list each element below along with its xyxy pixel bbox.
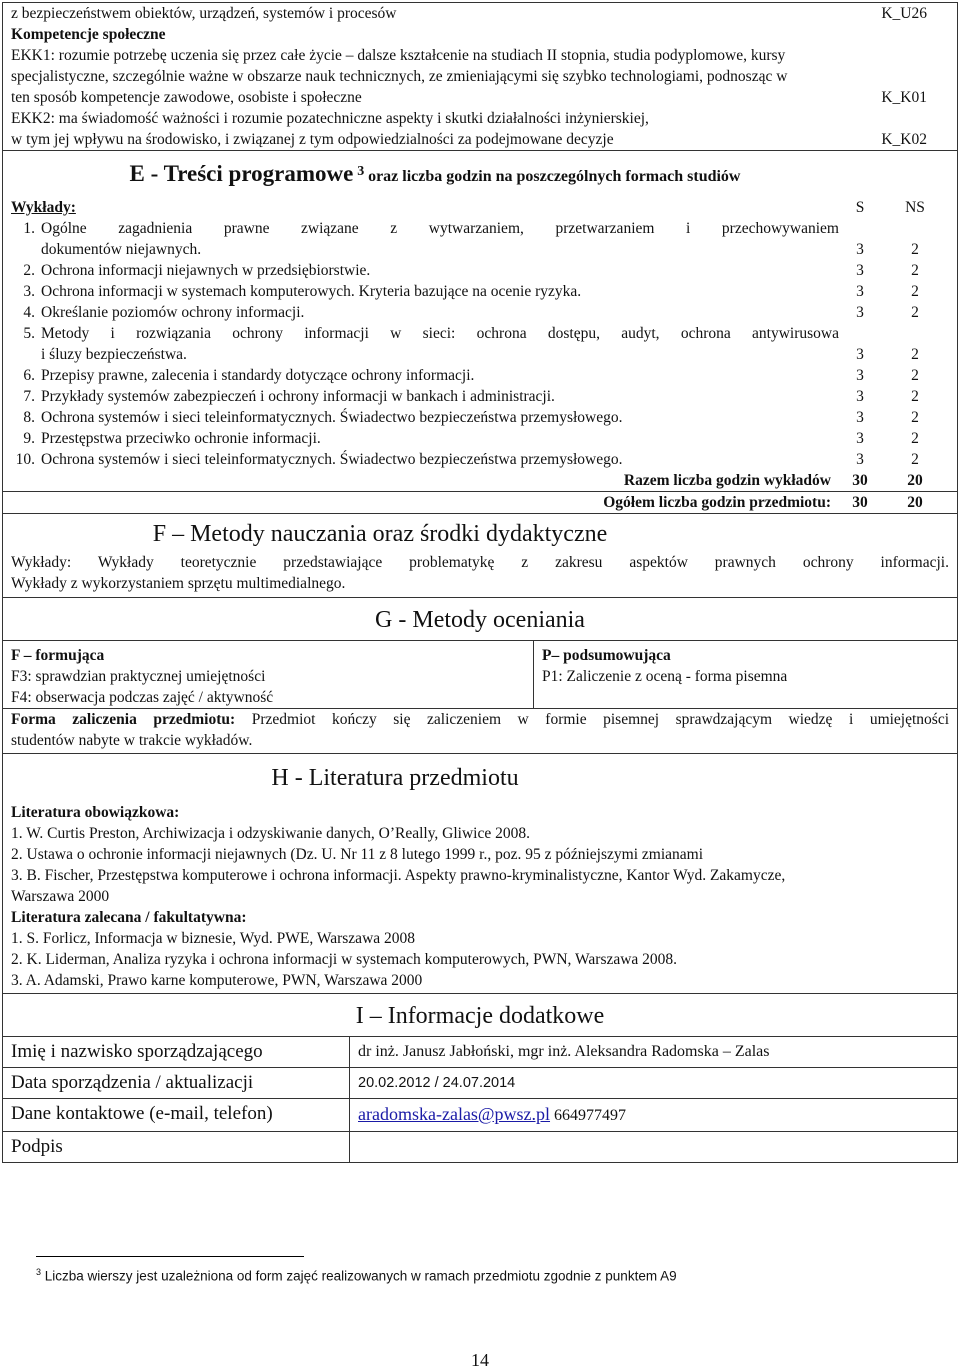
lecture-hours-s: 3 xyxy=(856,388,864,406)
lecture-number: 9. xyxy=(23,430,35,448)
lecture-row xyxy=(11,239,949,260)
sum-lectures-s: 30 xyxy=(852,472,868,490)
contact-email-link[interactable]: aradomska-zalas@pwsz.pl xyxy=(358,1104,551,1125)
lecture-list xyxy=(11,218,949,470)
sum-total-ns: 20 xyxy=(907,494,923,512)
optional-item-3: 3. A. Adamski, Prawo karne komputerowe, PWN, Warszawa 2000 xyxy=(11,972,423,990)
lecture-hours-s: 3 xyxy=(856,283,864,301)
info-table xyxy=(3,1037,957,1162)
section-e-cell xyxy=(3,151,958,492)
formative-item-f3: F3: sprawdzian praktycznej umiejętności xyxy=(11,668,266,686)
lecture-hours-ns: 2 xyxy=(911,241,919,259)
lecture-hours-ns xyxy=(881,218,949,239)
lecture-number: 7. xyxy=(23,388,35,406)
lecture-number: 5. xyxy=(23,325,35,343)
footnote xyxy=(36,1262,677,1287)
info-value-date: 20.02.2012 / 24.07.2014 xyxy=(350,1068,958,1099)
lecture-number: 1. xyxy=(23,220,35,238)
lecture-hours-s xyxy=(839,323,881,344)
lecture-topic: Ochrona systemów i sieci teleinformatycznych. Świadectwo bezpieczeństwa przemysłowego. xyxy=(41,451,623,469)
syllabus-table xyxy=(2,2,958,1163)
sum-lectures-label: Razem liczba godzin wykładów xyxy=(623,472,831,490)
completion-label: Forma zaliczenia przedmiotu: xyxy=(11,711,236,729)
k01-line-1: EKK1: rozumie potrzebę uczenia się przez całe życie – dalsze kształcenie na studiach II stopnia, studia podyplomowe, kursy xyxy=(11,47,786,64)
mandatory-item-3-cont: Warszawa 2000 xyxy=(11,888,110,906)
section-h-title: H - Literatura przedmiotu xyxy=(271,765,519,792)
completion-line-2: studentów nabyte w trakcie wykładów. xyxy=(11,732,253,750)
lecture-topic: Ogólne zagadnienia prawne związane z wytwarzaniem, przetwarzaniem i przechowywaniem xyxy=(41,220,839,238)
lecture-row xyxy=(11,344,949,365)
lecture-hours-s: 3 xyxy=(856,367,864,385)
info-label-date: Data sporządzenia / aktualizacji xyxy=(3,1068,350,1099)
skills-last-row xyxy=(11,3,949,24)
section-h-cell xyxy=(3,754,958,994)
info-cell xyxy=(3,1037,958,1163)
lecture-number xyxy=(11,344,41,365)
lecture-hours-ns: 2 xyxy=(911,346,919,364)
section-e-subtitle: oraz liczba godzin na poszczególnych formach studiów xyxy=(368,168,741,186)
lecture-hours-s: 3 xyxy=(856,409,864,427)
lecture-hours-ns: 2 xyxy=(911,283,919,301)
k02-last-text: w tym jej wpływu na środowisko, i związanej z tym odpowiedzialności za podejmowane decyzje xyxy=(11,131,614,148)
info-value-contact xyxy=(350,1099,958,1132)
lecture-number: 8. xyxy=(23,409,35,427)
k01-line-2: specjalistyczne, szczególnie ważne w obszarze nauk technicznych, ze zmieniającymi się szybko technologiami, podnosząc w xyxy=(11,68,788,85)
lecture-row xyxy=(11,260,949,281)
section-e-title: E - Treści programowe xyxy=(129,161,354,187)
lecture-hours-s: 3 xyxy=(856,241,864,259)
lecture-number: 4. xyxy=(23,304,35,322)
footnote-mark: 3 xyxy=(36,1267,42,1277)
lecture-number: 3. xyxy=(23,283,35,301)
social-competences-heading: Kompetencje społeczne xyxy=(11,26,166,43)
sum-total-row xyxy=(11,492,949,513)
sum-total-s: 30 xyxy=(852,494,868,512)
completion-text: Przedmiot kończy się zaliczeniem w formie pisemnej sprawdzającym wiedzę i umiejętności xyxy=(251,711,950,729)
lecture-row xyxy=(11,449,949,470)
lecture-topic: Ochrona informacji niejawnych w przedsiębiorstwie. xyxy=(41,262,371,280)
lecture-number xyxy=(11,239,41,260)
info-row-signature xyxy=(3,1132,957,1163)
section-f-line-2: Wykłady z wykorzystaniem sprzętu multimedialnego. xyxy=(11,575,346,593)
lecture-row xyxy=(11,386,949,407)
mandatory-item-2: 2. Ustawa o ochronie informacji niejawnych (Dz. U. Nr 11 z 8 lutego 1999 r., poz. 95 z późniejszymi zmianami xyxy=(11,846,703,864)
lecture-row xyxy=(11,407,949,428)
lecture-topic: Ochrona informacji w systemach komputerowych. Kryteria bazujące na ocenie ryzyka. xyxy=(41,283,582,301)
lecture-row xyxy=(11,218,949,239)
k02-line-1: EKK2: ma świadomość ważności i rozumie pozatechniczne aspekty i skutki działalności inżynierskiej, xyxy=(11,110,649,127)
optional-item-2: 2. K. Liderman, Analiza ryzyka i ochrona informacji w systemach komputerowych, PWN, Warszawa 2008. xyxy=(11,951,678,969)
info-label-author: Imię i nazwisko sporządzającego xyxy=(3,1037,350,1068)
info-row-contact xyxy=(3,1099,957,1132)
lecture-number: 6. xyxy=(23,367,35,385)
formative-cell xyxy=(3,641,534,708)
footnote-text: Liczba wierszy jest uzależniona od form zajęć realizowanych w ramach przedmiotu zgodnie z punktem A9 xyxy=(44,1268,677,1284)
lecture-hours-ns xyxy=(881,323,949,344)
info-label-contact: Dane kontaktowe (e-mail, telefon) xyxy=(3,1099,350,1132)
lecture-row xyxy=(11,302,949,323)
sum-total-label: Ogółem liczba godzin przedmiotu: xyxy=(603,494,831,512)
sum-lectures-row xyxy=(11,470,949,491)
info-value-author: dr inż. Janusz Jabłoński, mgr inż. Aleksandra Radomska – Zalas xyxy=(350,1037,958,1068)
lectures-label: Wykłady: xyxy=(11,199,76,217)
summative-heading: P– podsumowująca xyxy=(542,647,671,665)
lecture-hours-ns: 2 xyxy=(911,262,919,280)
lecture-row xyxy=(11,323,949,344)
lecture-topic: Przestępstwa przeciwko ochronie informacji. xyxy=(41,430,321,448)
lecture-topic: Przepisy prawne, zalecenia i standardy dotyczące ochrony informacji. xyxy=(41,367,475,385)
section-e-header xyxy=(11,151,949,197)
optional-heading: Literatura zalecana / fakultatywna: xyxy=(11,909,247,927)
lecture-row xyxy=(11,428,949,449)
lecture-hours-s: 3 xyxy=(856,430,864,448)
assessment-cell xyxy=(3,641,958,709)
section-g-title-cell xyxy=(3,598,958,641)
mandatory-item-3: 3. B. Fischer, Przestępstwa komputerowe i ochrona informacji. Aspekty prawno-kryminalistyczne, Kantor Wyd. Zakamycze, xyxy=(11,867,786,885)
lecture-topic: i śluzy bezpieczeństwa. xyxy=(41,346,187,364)
lecture-number: 2. xyxy=(23,262,35,280)
formative-heading: F – formująca xyxy=(11,647,105,665)
section-g-title: G - Metody oceniania xyxy=(375,607,585,634)
section-i-title-cell xyxy=(3,994,958,1037)
info-label-signature: Podpis xyxy=(3,1132,350,1163)
skills-last-text: z bezpieczeństwem obiektów, urządzeń, systemów i procesów xyxy=(11,5,397,22)
summative-item-p1: P1: Zaliczenie z oceną - forma pisemna xyxy=(542,668,788,686)
contact-phone: 664977497 xyxy=(554,1107,627,1125)
section-f-cell xyxy=(3,514,958,598)
lecture-topic: Określanie poziomów ochrony informacji. xyxy=(41,304,305,322)
info-value-signature xyxy=(350,1132,958,1163)
lecture-hours-ns: 2 xyxy=(911,409,919,427)
section-i-title: I – Informacje dodatkowe xyxy=(355,1003,605,1030)
completion-cell xyxy=(3,709,958,754)
lecture-hours-s: 3 xyxy=(856,346,864,364)
lecture-hours-s: 3 xyxy=(856,304,864,322)
mandatory-heading: Literatura obowiązkowa: xyxy=(11,804,180,822)
footnote-separator xyxy=(36,1256,304,1257)
k02-code: K_K02 xyxy=(881,131,927,148)
lecture-topic: dokumentów niejawnych. xyxy=(41,241,202,259)
lecture-row xyxy=(11,281,949,302)
k02-last-row xyxy=(11,129,949,150)
lecture-hours-s: 3 xyxy=(856,451,864,469)
lecture-hours-s: 3 xyxy=(856,262,864,280)
page-number: 14 xyxy=(471,1350,489,1370)
section-f-title: F – Metody nauczania oraz środki dydaktyczne xyxy=(152,521,608,548)
summative-cell xyxy=(534,641,958,708)
info-row-author xyxy=(3,1037,957,1068)
sum-total-cell xyxy=(3,492,958,514)
lecture-hours-ns: 2 xyxy=(911,367,919,385)
skills-last-code: K_U26 xyxy=(881,5,927,22)
k01-last-row xyxy=(11,87,949,108)
column-s-header: S xyxy=(855,199,865,217)
lectures-header-row xyxy=(11,197,949,218)
mandatory-item-1: 1. W. Curtis Preston, Archiwizacja i odzyskiwanie danych, O’Really, Gliwice 2008. xyxy=(11,825,531,843)
lecture-topic: Metody i rozwiązania ochrony informacji w sieci: ochrona dostępu, audyt, ochrona antywirusowa xyxy=(41,325,839,343)
lecture-number: 10. xyxy=(15,451,35,469)
lecture-hours-s xyxy=(839,218,881,239)
k01-code: K_K01 xyxy=(881,89,927,106)
lecture-hours-ns: 2 xyxy=(911,304,919,322)
lecture-row xyxy=(11,365,949,386)
section-f-line-1: Wykłady: Wykłady teoretycznie przedstawiające problematykę z zakresu aspektów prawnych ochrony informacji. xyxy=(11,554,949,572)
k01-last-text: ten sposób kompetencje zawodowe, osobiste i społeczne xyxy=(11,89,362,106)
document-page xyxy=(2,2,958,1163)
completion-line-1 xyxy=(11,709,949,730)
column-ns-header: NS xyxy=(905,199,925,217)
section-e-footnote-mark: 3 xyxy=(357,164,365,179)
lecture-topic: Ochrona systemów i sieci teleinformatycznych. Świadectwo bezpieczeństwa przemysłowego. xyxy=(41,409,623,427)
assessment-table xyxy=(3,641,957,708)
sum-lectures-ns: 20 xyxy=(907,472,923,490)
lecture-hours-ns: 2 xyxy=(911,430,919,448)
lecture-topic: Przykłady systemów zabezpieczeń i ochrony informacji w bankach i administracji. xyxy=(41,388,555,406)
info-row-date xyxy=(3,1068,957,1099)
formative-item-f4: F4: obserwacja podczas zajęć / aktywność xyxy=(11,689,274,707)
competences-cell xyxy=(3,3,958,151)
optional-item-1: 1. S. Forlicz, Informacja w biznesie, Wyd. PWE, Warszawa 2008 xyxy=(11,930,416,948)
lecture-hours-ns: 2 xyxy=(911,451,919,469)
lecture-hours-ns: 2 xyxy=(911,388,919,406)
